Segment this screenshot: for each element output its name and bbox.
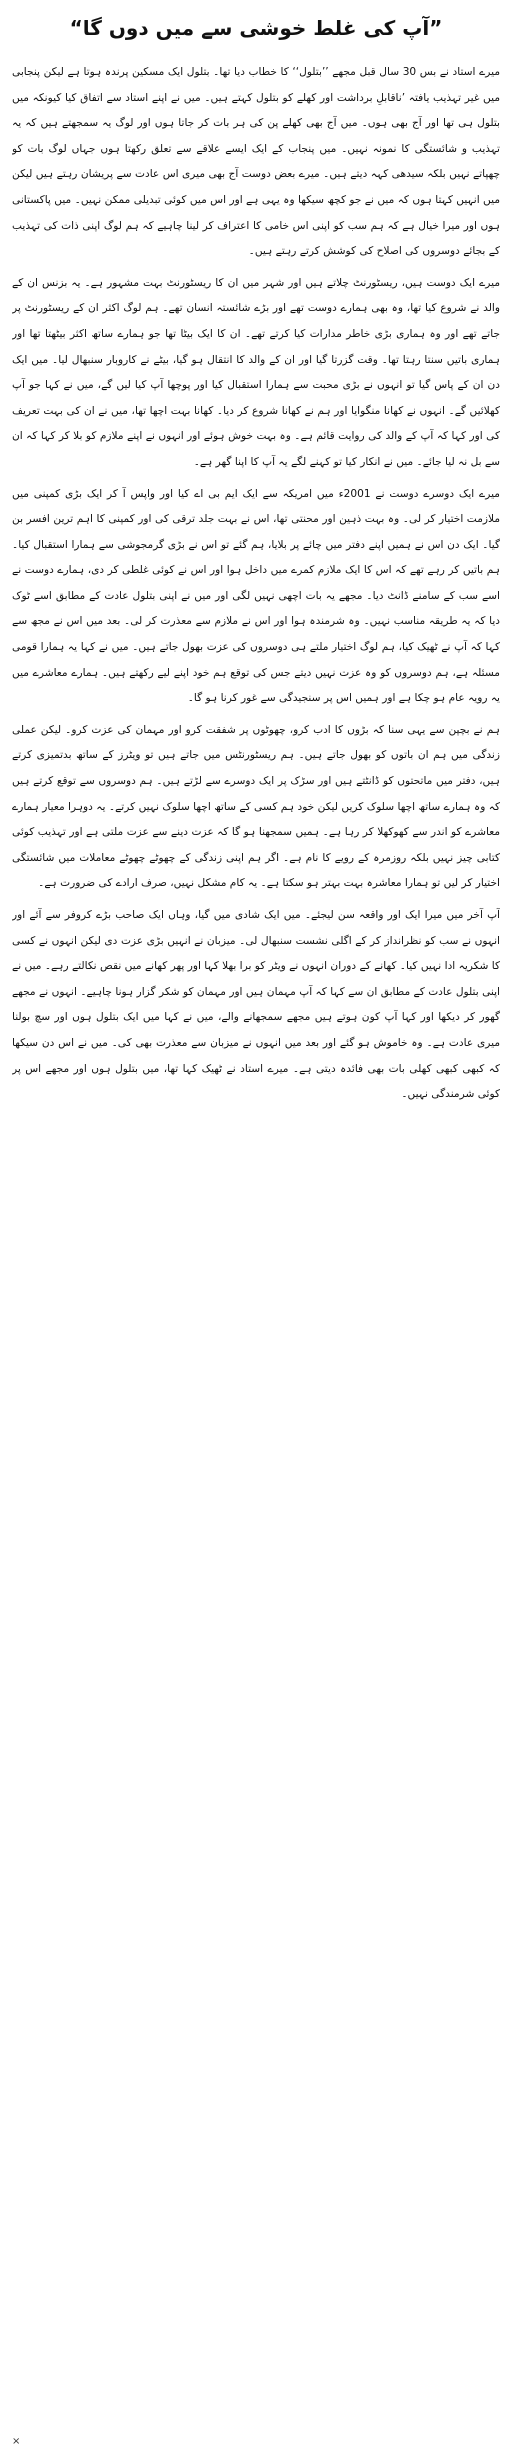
paragraph: میرے ایک دوست ہیں، ریسٹورنٹ چلاتے ہیں اور شہر میں ان کا ریسٹورنٹ بہت مشہور ہے۔ یہ بزنس ان کے والد نے شروع کیا تھا، وہ بھی ہمارے دوست تھے اور بڑے شائستہ انسان تھے۔ ہم لوگ اکثر ان کے ریسٹورنٹ پر جاتے تھے اور وہ ہماری بڑی خاطر مدارات کیا کرتے تھے۔ ان کا ایک بیٹا تھا جو ہمارے ساتھ اکثر بیٹھتا تھا اور ہماری باتیں سنتا رہتا تھا۔ وقت گزرتا گیا اور ان کے والد کا انتقال ہو گیا، بیٹے نے کاروبار سنبھال لیا۔ میں ایک دن ان کے پاس گیا تو انہوں نے بڑی محبت سے ہمارا استقبال کیا اور پوچھا آپ کیا لیں گے، میں نے کہا جو آپ کھلائیں گے۔ انہوں نے کھانا منگوایا اور ہم نے کھانا شروع کر دیا۔ کھانا بہت اچھا تھا، میں نے ان کی بہت تعریف کی اور کہا کہ آپ کے والد کی روایت قائم ہے۔ وہ بہت خوش ہوئے اور انہوں نے اپنے ملازم کو بلا کر کہا کہ ان سے بل نہ لیا جائے۔ میں نے انکار کیا تو کہنے لگے یہ آپ کا اپنا گھر ہے۔ [12, 276, 500, 468]
paragraph: میرے ایک دوسرے دوست نے 2001ء میں امریکہ سے ایک ایم بی اے کیا اور واپس آ کر ایک بڑی کمپنی میں ملازمت اختیار کر لی۔ وہ بہت ذہین اور محنتی تھا، اس نے بہت جلد ترقی کی اور کمپنی کا اہم ترین افسر بن گیا۔ ایک دن اس نے ہمیں اپنے دفتر میں چائے پر بلایا، ہم گئے تو اس نے بڑی گرمجوشی سے ہمارا استقبال کیا۔ ہم باتیں کر رہے تھے کہ اس کا ایک ملازم کمرے میں داخل ہوا اور اس نے کوئی غلطی کر دی، ہمارے دوست نے اسے سب کے سامنے ڈانٹ دیا۔ مجھے یہ بات اچھی نہیں لگی اور میں نے اپنی بتلول عادت کے مطابق اسے ٹوک دیا کہ یہ طریقہ مناسب نہیں۔ وہ شرمندہ ہوا اور اس نے ملازم سے معذرت کر لی۔ بعد میں اس نے مجھ سے کہا کہ آپ نے ٹھیک کیا، ہم لوگ اختیار ملتے ہی دوسروں کی عزت بھول جاتے ہیں۔ میں نے کہا یہ ہمارا قومی مسئلہ ہے، ہم دوسروں کو وہ عزت نہیں دیتے جس کی توقع ہم خود اپنے لیے رکھتے ہیں۔ ہمارے معاشرے میں یہ رویہ عام ہو چکا ہے اور ہمیں اس پر سنجیدگی سے غور کرنا ہو گا۔ [12, 487, 500, 705]
column-body [12, 60, 500, 2436]
paragraph: ہم نے بچپن سے یہی سنا کہ بڑوں کا ادب کرو، چھوٹوں پر شفقت کرو اور مہمان کی عزت کرو۔ لیکن عملی زندگی میں ہم ان باتوں کو بھول جاتے ہیں۔ ہم ریسٹورنٹس میں جاتے ہیں تو ویٹرز کے ساتھ بدتمیزی کرتے ہیں، دفتر میں ماتحتوں کو ڈانٹتے ہیں اور سڑک پر ایک دوسرے سے لڑتے ہیں۔ ہم دوسروں سے توقع کرتے ہیں کہ وہ ہمارے ساتھ اچھا سلوک کریں لیکن خود ہم کسی کے ساتھ اچھا سلوک نہیں کرتے۔ یہ دوہرا معیار ہمارے معاشرے کو اندر سے کھوکھلا کر رہا ہے۔ ہمیں سمجھنا ہو گا کہ عزت دینے سے عزت ملتی ہے اور تہذیب کوئی کتابی چیز نہیں بلکہ روزمرہ کے رویے کا نام ہے۔ اگر ہم اپنی زندگی کے چھوٹے چھوٹے معاملات میں شائستگی اختیار کر لیں تو ہمارا معاشرہ بہت بہتر ہو سکتا ہے۔ یہ کام مشکل نہیں، صرف ارادے کی ضرورت ہے۔ [12, 723, 500, 890]
paragraph: آپ آخر میں میرا ایک اور واقعہ سن لیجئے۔ میں ایک شادی میں گیا، وہاں ایک صاحب بڑے کروفر سے آئے اور انہوں نے سب کو نظرانداز کر کے اگلی نشست سنبھال لی۔ میزبان نے انہیں بڑی عزت دی لیکن انہوں نے کسی کا شکریہ ادا نہیں کیا۔ کھانے کے دوران انہوں نے ویٹر کو برا بھلا کہا اور پھر کھانے میں نقص نکالتے رہے۔ میں نے اپنی بتلول عادت کے مطابق ان سے کہا کہ آپ مہمان ہیں اور مہمان کو شکر گزار ہونا چاہیے۔ انہوں نے مجھے گھور کر دیکھا اور کہا آپ کون ہوتے ہیں مجھے سمجھانے والے، میں نے کہا میں ایک بتلول ہوں اور سچ بولنا میری عادت ہے۔ وہ خاموش ہو گئے اور بعد میں انہوں نے میزبان سے معذرت بھی کی۔ میں نے اس دن سیکھا کہ کبھی کبھی کھلی بات بھی فائدہ دیتی ہے۔ میرے استاد نے ٹھیک کہا تھا، میں بتلول ہوں اور مجھے اس پر کوئی شرمندگی نہیں۔ [12, 909, 500, 1101]
page-end-mark: × [12, 2436, 21, 2447]
paragraph: میرے استاد نے بس 30 سال قبل مجھے ’’بتلول‘‘ کا خطاب دیا تھا۔ بتلول ایک مسکین پرندہ ہوتا ہے لیکن پنجابی میں غیر تہذیب یافتہ ’ناقابلِ برداشت اور کھلے کو بتلول کہتے ہیں۔ میں نے اپنے استاد سے اتفاق کیا کیونکہ میں بتلول ہی تھا اور آج بھی ہوں۔ میں آج بھی کھلے پن کی ہر بات کر جاتا ہوں اور لوگ یہ سمجھتے ہیں کہ یہ تہذیب و شائستگی کا نمونہ نہیں۔ میں پنجاب کے ایک ایسے علاقے سے تعلق رکھتا ہوں جہاں لوگ بات کو چھپاتے نہیں بلکہ سیدھی کہہ دیتے ہیں۔ میرے بعض دوست آج بھی میری اس عادت سے پریشان رہتے ہیں لیکن میں انہیں کہتا ہوں کہ میں نے جو کچھ سیکھا وہ یہی ہے اور اس میں کوئی تبدیلی ممکن نہیں۔ میں پاکستانی ہوں اور میرا خیال ہے کہ ہم سب کو اپنی اس خامی کا اعتراف کر لینا چاہیے کہ ہم لوگ اپنی ذات کی تہذیب کے بجائے دوسروں کی اصلاح کی کوشش کرتے رہتے ہیں۔ [12, 66, 500, 258]
column-title: ”آپ کی غلط خوشی سے میں دوں گا“ [69, 16, 443, 40]
